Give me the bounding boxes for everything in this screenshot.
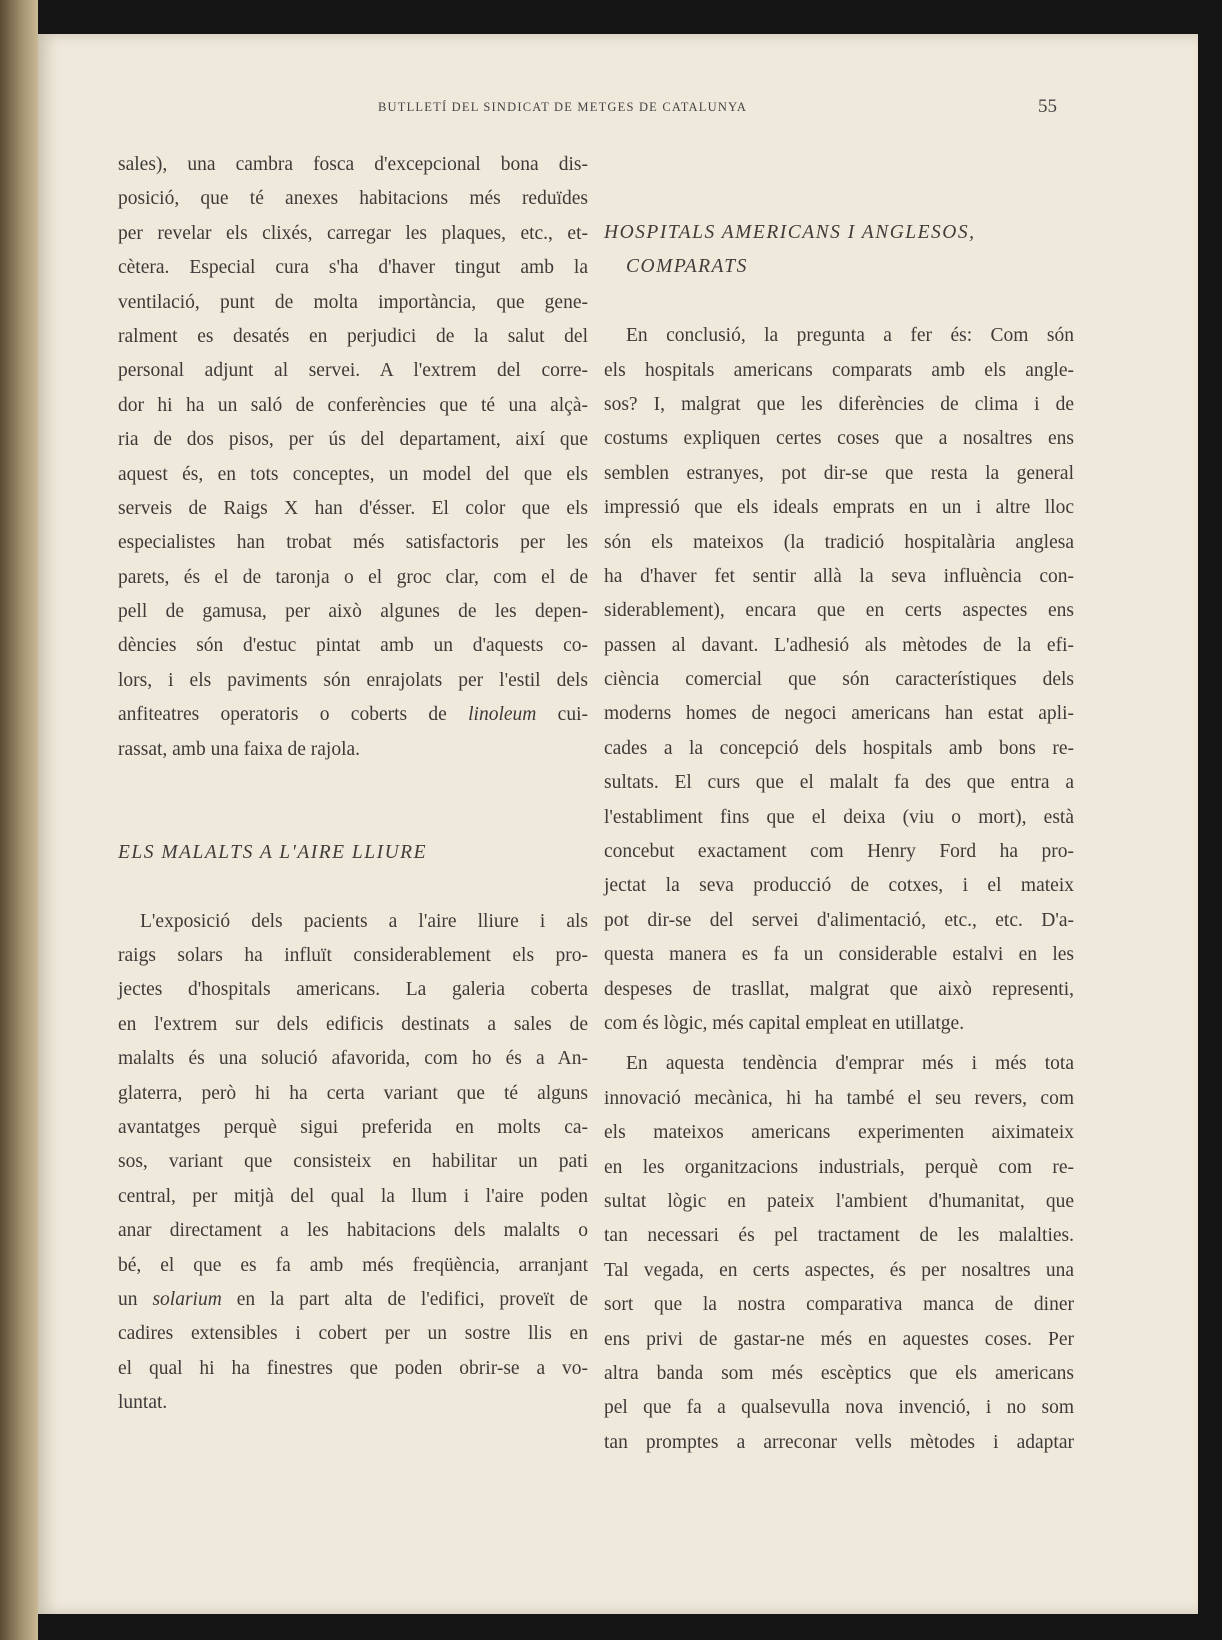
text-line: com és lògic, més capital empleat en utillatge. xyxy=(604,1012,965,1034)
text-line-linoleum xyxy=(118,698,588,732)
text-line: són els mateixos (la tradició hospitalària anglesa xyxy=(604,531,1074,553)
text-line: sort que la nostra comparativa manca de diner xyxy=(604,1294,1074,1316)
text-line: dor hi ha un saló de conferències que té una alçà- xyxy=(118,394,588,416)
text-line: en les organitzacions industrials, perquè com re- xyxy=(604,1156,1074,1178)
text-run: cui- xyxy=(536,704,588,726)
text-line: bé, el que es fa amb més freqüència, arranjant xyxy=(118,1254,588,1276)
innovation-paragraph xyxy=(604,1047,1074,1460)
text-line: per revelar els clixés, carregar les plaques, etc., et- xyxy=(118,222,588,244)
text-run: un xyxy=(118,1288,153,1310)
text-line: el qual hi ha finestres que poden obrir-se a vo- xyxy=(118,1357,588,1379)
text-line: despeses de trasllat, malgrat que això representi, xyxy=(604,978,1074,1000)
text-line: avantatges perquè sigui preferida en molts ca- xyxy=(118,1116,588,1138)
text-line: ralment es desatés en perjudici de la salut del xyxy=(118,325,588,347)
text-line: anar directament a les habitacions dels malalts o xyxy=(118,1220,588,1242)
text-line: costums expliquen certes coses que a nosaltres ens xyxy=(604,428,1074,450)
text-line: jectat la seva producció de cotxes, i el mateix xyxy=(604,875,1074,897)
text-run: en la part alta de l'edifici, proveït de xyxy=(221,1288,588,1310)
text-line: jectes d'hospitals americans. La galeria coberta xyxy=(118,979,588,1001)
text-line: dències són d'estuc pintat amb un d'aquests co- xyxy=(118,635,588,657)
text-line: malalts és una solució afavorida, com ho és a An- xyxy=(118,1048,588,1070)
text-line: sos? I, malgrat que les diferències de clima i de xyxy=(604,393,1074,415)
text-line: l'establiment fins que el deixa (viu o mort), està xyxy=(604,806,1074,828)
text-line: rassat, amb una faixa de rajola. xyxy=(118,738,361,760)
text-line: ha d'haver fet sentir allà la seva influència con- xyxy=(604,565,1074,587)
text-line: central, per mitjà del qual la llum i l'aire poden xyxy=(118,1185,588,1207)
aire-lliure-paragraph xyxy=(118,905,588,1421)
text-line: posició, que té anexes habitacions més reduïdes xyxy=(118,188,588,210)
text-line: tan necessari és pel tractament de les malalties. xyxy=(604,1225,1074,1247)
italic-term-solarium: solarium xyxy=(152,1288,222,1310)
text-line: cètera. Especial cura s'ha d'haver tingut amb la xyxy=(118,257,588,279)
book-spine-edge xyxy=(0,0,38,1640)
text-line: raigs solars ha influït considerablement els pro- xyxy=(118,944,588,966)
text-line: sos, variant que consisteix en habilitar un pati xyxy=(118,1151,588,1173)
text-line: personal adjunt al servei. A l'extrem del corre- xyxy=(118,360,588,382)
text-line: passen al davant. L'adhesió als mètodes de la efi- xyxy=(604,634,1074,656)
text-line: pell de gamusa, per això algunes de les depen- xyxy=(118,601,588,623)
text-line: innovació mecànica, hi ha també el seu revers, com xyxy=(604,1087,1074,1109)
text-line: lors, i els paviments són enrajolats per l'estil dels xyxy=(118,669,588,691)
text-line: els mateixos americans experimenten aiximateix xyxy=(604,1122,1074,1144)
text-line: altra banda som més escèptics que els americans xyxy=(604,1362,1074,1384)
text-line: questa manera es fa un considerable estalvi en les xyxy=(604,944,1074,966)
conclusion-paragraph xyxy=(604,319,1074,1041)
text-line: sultat lògic en pateix l'ambient d'humanitat, que xyxy=(604,1190,1074,1212)
text-line: ventilació, punt de molta importància, que gene- xyxy=(118,291,588,313)
document-page xyxy=(38,34,1198,1614)
right-column xyxy=(604,216,1074,1460)
text-line: siderablement), encara que en certs aspectes ens xyxy=(604,600,1074,622)
text-line: cadires extensibles i cobert per un sostre llis en xyxy=(118,1323,588,1345)
text-line-solarium xyxy=(118,1283,588,1317)
text-line: glaterra, però hi ha certa variant que té alguns xyxy=(118,1082,588,1104)
text-line: ens privi de gastar-ne més en aquestes coses. Per xyxy=(604,1328,1074,1350)
text-line: en l'extrem sur dels edificis destinats a sales de xyxy=(118,1013,588,1035)
italic-term-linoleum: linoleum xyxy=(468,704,537,726)
page-number: 55 xyxy=(1038,96,1057,117)
text-line: especialistes han trobat més satisfactoris per les xyxy=(118,532,588,554)
text-line: aquest és, en tots conceptes, un model del que els xyxy=(118,463,588,485)
section-heading-hospitals: HOSPITALS AMERICANS I ANGLESOS, COMPARATS xyxy=(604,222,976,278)
text-line: sultats. El curs que el malalt fa des que entra a xyxy=(604,772,1074,794)
section-heading-aire-lliure: ELS MALALTS A L'AIRE LLIURE xyxy=(118,841,428,863)
left-column xyxy=(118,148,588,1420)
text-line: ria de dos pisos, per ús del departament, així que xyxy=(118,429,588,451)
text-line: impressió que els ideals emprats en un i altre lloc xyxy=(604,497,1074,519)
text-line: ciència comercial que són característiques dels xyxy=(604,669,1074,691)
text-line: L'exposició dels pacients a l'aire lliure i als xyxy=(140,910,588,932)
text-line: serveis de Raigs X han d'ésser. El color que els xyxy=(118,497,588,519)
intro-paragraph xyxy=(118,148,588,767)
text-line: els hospitals americans comparats amb els angle- xyxy=(604,359,1074,381)
text-line: luntat. xyxy=(118,1392,168,1414)
text-line: parets, és el de taronja o el groc clar, com el de xyxy=(118,566,588,588)
text-line: sales), una cambra fosca d'excepcional bona dis- xyxy=(118,154,588,175)
text-line: cades a la concepció dels hospitals amb bons re- xyxy=(604,737,1074,759)
running-title: BUTLLETÍ DEL SINDICAT DE METGES DE CATALUNYA xyxy=(378,100,748,114)
text-line: pot dir-se del servei d'alimentació, etc., etc. D'a- xyxy=(604,909,1074,931)
text-line: semblen estranyes, pot dir-se que resta la general xyxy=(604,462,1074,484)
text-line: Tal vegada, en certs aspectes, és per nosaltres una xyxy=(604,1259,1074,1281)
text-line: moderns homes de negoci americans han estat apli- xyxy=(604,703,1074,725)
text-line: concebut exactament com Henry Ford ha pro- xyxy=(604,841,1074,863)
text-line: pel que fa a qualsevulla nova invenció, i no som xyxy=(604,1397,1074,1419)
text-line: En aquesta tendència d'emprar més i més tota xyxy=(626,1053,1074,1075)
text-line: En conclusió, la pregunta a fer és: Com són xyxy=(626,325,1074,347)
text-run: anfiteatres operatoris o coberts de xyxy=(118,704,469,726)
text-line: tan promptes a arreconar vells mètodes i adaptar xyxy=(604,1431,1074,1453)
